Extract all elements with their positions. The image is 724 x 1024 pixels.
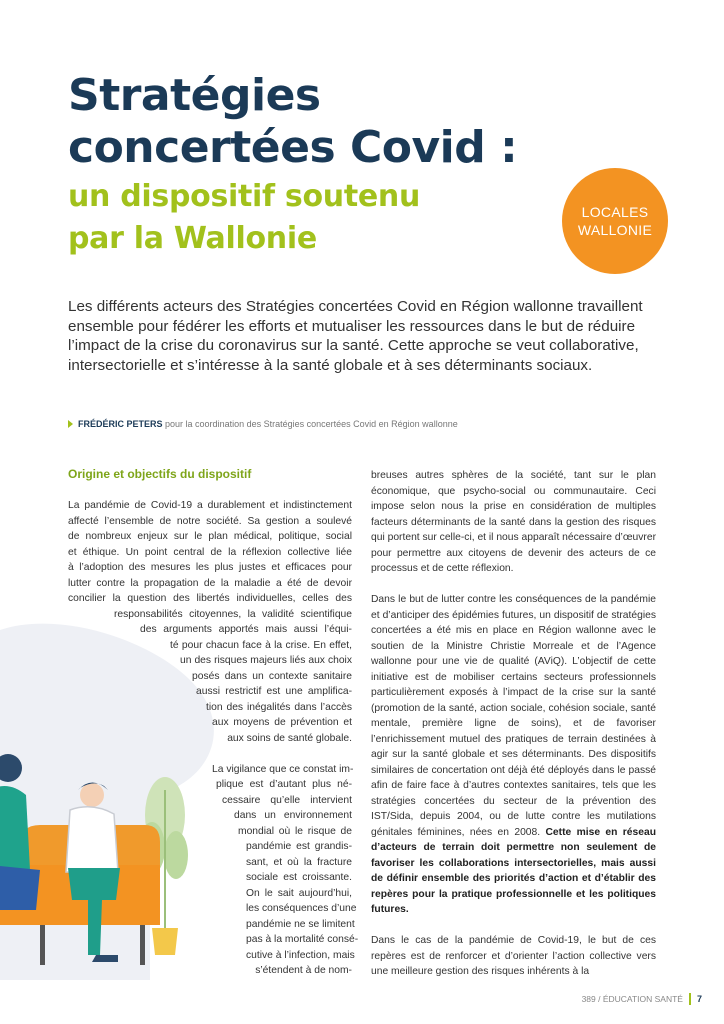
subtitle-line-2: par la Wallonie: [68, 221, 317, 256]
author-role: pour la coordination des Stratégies concertées Covid en Région wallonne: [165, 419, 458, 429]
author-name: FRÉDÉRIC PETERS: [78, 419, 163, 429]
left-column: [68, 498, 359, 979]
left-column-line: mondial où le risque de: [238, 825, 352, 837]
left-column-line: plique est d’autant plus né-: [216, 779, 352, 790]
left-column-line: cessaire qu’elle intervient: [222, 794, 352, 806]
left-column-line: de nombreux enjeux sur le plan médical, politique, social: [68, 531, 352, 542]
left-column-line: à l’adoption des mesures les plus justes et efficaces pour: [68, 562, 352, 573]
left-column-line: affecté l’ensemble de notre société. Sa gestion a soulevé: [68, 515, 352, 527]
left-column-line: un des risques majeurs liés aux choix: [180, 655, 352, 666]
badge-line-2: WALLONIE: [577, 222, 653, 238]
left-column-line: La pandémie de Covid-19 a durablement et indistinctement: [68, 500, 352, 511]
left-column-line: les conséquences d’une: [246, 903, 357, 914]
title-line-1: Stratégies: [68, 70, 321, 121]
article-title: [68, 70, 517, 174]
left-column-line: des arguments apportés mais aussi l’équi-: [140, 624, 352, 635]
left-column-line: aussi restrictif est une amplifica-: [196, 686, 352, 697]
article-subtitle: [68, 176, 420, 260]
left-column-line: lutter contre la propagation de la maladie a été de devoir: [68, 577, 352, 589]
right-paragraph-2-text: Dans le but de lutter contre les conséquences de la pandémie et d’anticiper des épidémies futures, un dispositif de stratégies concertées a été mis en place en Région wallonne avec le soutien de la Ministre Christie Morreale et de l’Agence wallonne pour une vie de qualité (AViQ). L’objectif de cette initiative est de mobiliser certains secteurs professionnels particulièrement exposés à l’impact de la crise sur la santé (promotion de la santé, action sociale, cohésion sociale, santé mentale, première ligne de soins), et de favoriser l’enrichissement mutuel des pratiques de terrain destinées à agir sur la santé globale et ses déterminants. Des dispositifs similaires de concertation ont déjà été déployés dans le passé afin de faire face à d’autres contextes sanitaires, tels que les stratégies concertées du secteur de la prévention des IST/Sida, depuis 2004, ou de lutte contre les mutilations génitales féminines, nées en 2008.: [371, 594, 656, 838]
paragraph-gap: [68, 746, 352, 762]
title-line-2: concertées Covid :: [68, 122, 518, 173]
left-column-line: pandémie ne se limitent: [246, 918, 355, 930]
left-column-line: pandémie est grandis-: [246, 841, 352, 852]
intro-paragraph: Les différents acteurs des Stratégies concertées Covid en Région wallonne travaillent ensemble pour fédérer les efforts et mutualiser les ressources dans le but de réduire l’impact de la crise du coronavirus sur la santé. Cette approche se veut collaborative, intersectorielle et s’intéresse à la santé globale et à ses déterminants sociaux.: [68, 298, 643, 374]
left-column-line: cutive à l’infection, mais: [246, 949, 355, 961]
left-column-line: s’étendent à de nom-: [255, 965, 352, 976]
left-column-line: tion des inégalités dans l’accès: [206, 701, 352, 713]
left-column-line: aux soins de santé globale.: [227, 732, 352, 744]
left-column-line: La vigilance que ce constat im-: [212, 763, 354, 775]
left-column-line: posés dans un contexte sanitaire: [192, 670, 352, 682]
right-paragraph-3: Dans le cas de la pandémie de Covid-19, le but de ces repères est de renforcer et d’orienter l’action collective vers une meilleure gestion des risques inhérents à la: [371, 935, 656, 977]
page-footer: [582, 993, 702, 1005]
right-paragraph-1: breuses autres sphères de la société, tant sur le plan économique, que psycho-social ou communautaire. Ceci impose selon nous la prise en considération de multiples facteurs déterminants de la santé dans la gestion des risques qui portent sur celle-ci, et il nous apparaît nécessaire d’œuvrer pour permettre aux citoyens de devenir des acteurs de ce processus et de cette réflexion.: [371, 470, 657, 574]
right-paragraph-2: [371, 592, 656, 918]
page-number: 7: [696, 994, 702, 1004]
footer-issue: 389 / ÉDUCATION SANTÉ: [581, 994, 683, 1004]
left-column-line: sociale est croissante.: [246, 872, 352, 883]
left-column-line: té pour chacun face à la crise. En effet,: [170, 639, 352, 651]
left-column-line: dans un environnement: [234, 810, 352, 821]
left-column-line: On le sait aujourd’hui,: [246, 887, 352, 899]
section-heading: Origine et objectifs du dispositif: [68, 467, 252, 481]
left-column-line: sant, et où la fracture: [246, 856, 352, 868]
left-column-line: et éthique. Un point central de la réflexion collective liée: [68, 546, 352, 558]
triangle-arrow-icon: [68, 420, 73, 428]
left-column-line: responsabilités citoyennes, la validité scientifique: [114, 608, 352, 620]
right-paragraph-2-bold: Cette mise en réseau d’acteurs de terrain doit permettre non seulement de favoriser les collaborations intersectorielles, mais aussi de définir ensemble des priorités d’action et d’établir des repères pour la pratique professionnelle et les politiques futures.: [371, 826, 656, 915]
subtitle-line-1: un dispositif soutenu: [68, 179, 421, 214]
badge-line-1: LOCALES: [581, 204, 649, 220]
right-column: [371, 468, 656, 995]
footer-divider: [689, 993, 691, 1005]
left-column-line: pas à la mortalité consé-: [246, 934, 359, 945]
left-column-line: aux moyens de prévention et: [212, 717, 352, 728]
left-column-line: concilier la question des libertés individuelles, celles des: [68, 593, 352, 604]
author-line: [68, 419, 668, 429]
category-badge: [562, 168, 668, 274]
